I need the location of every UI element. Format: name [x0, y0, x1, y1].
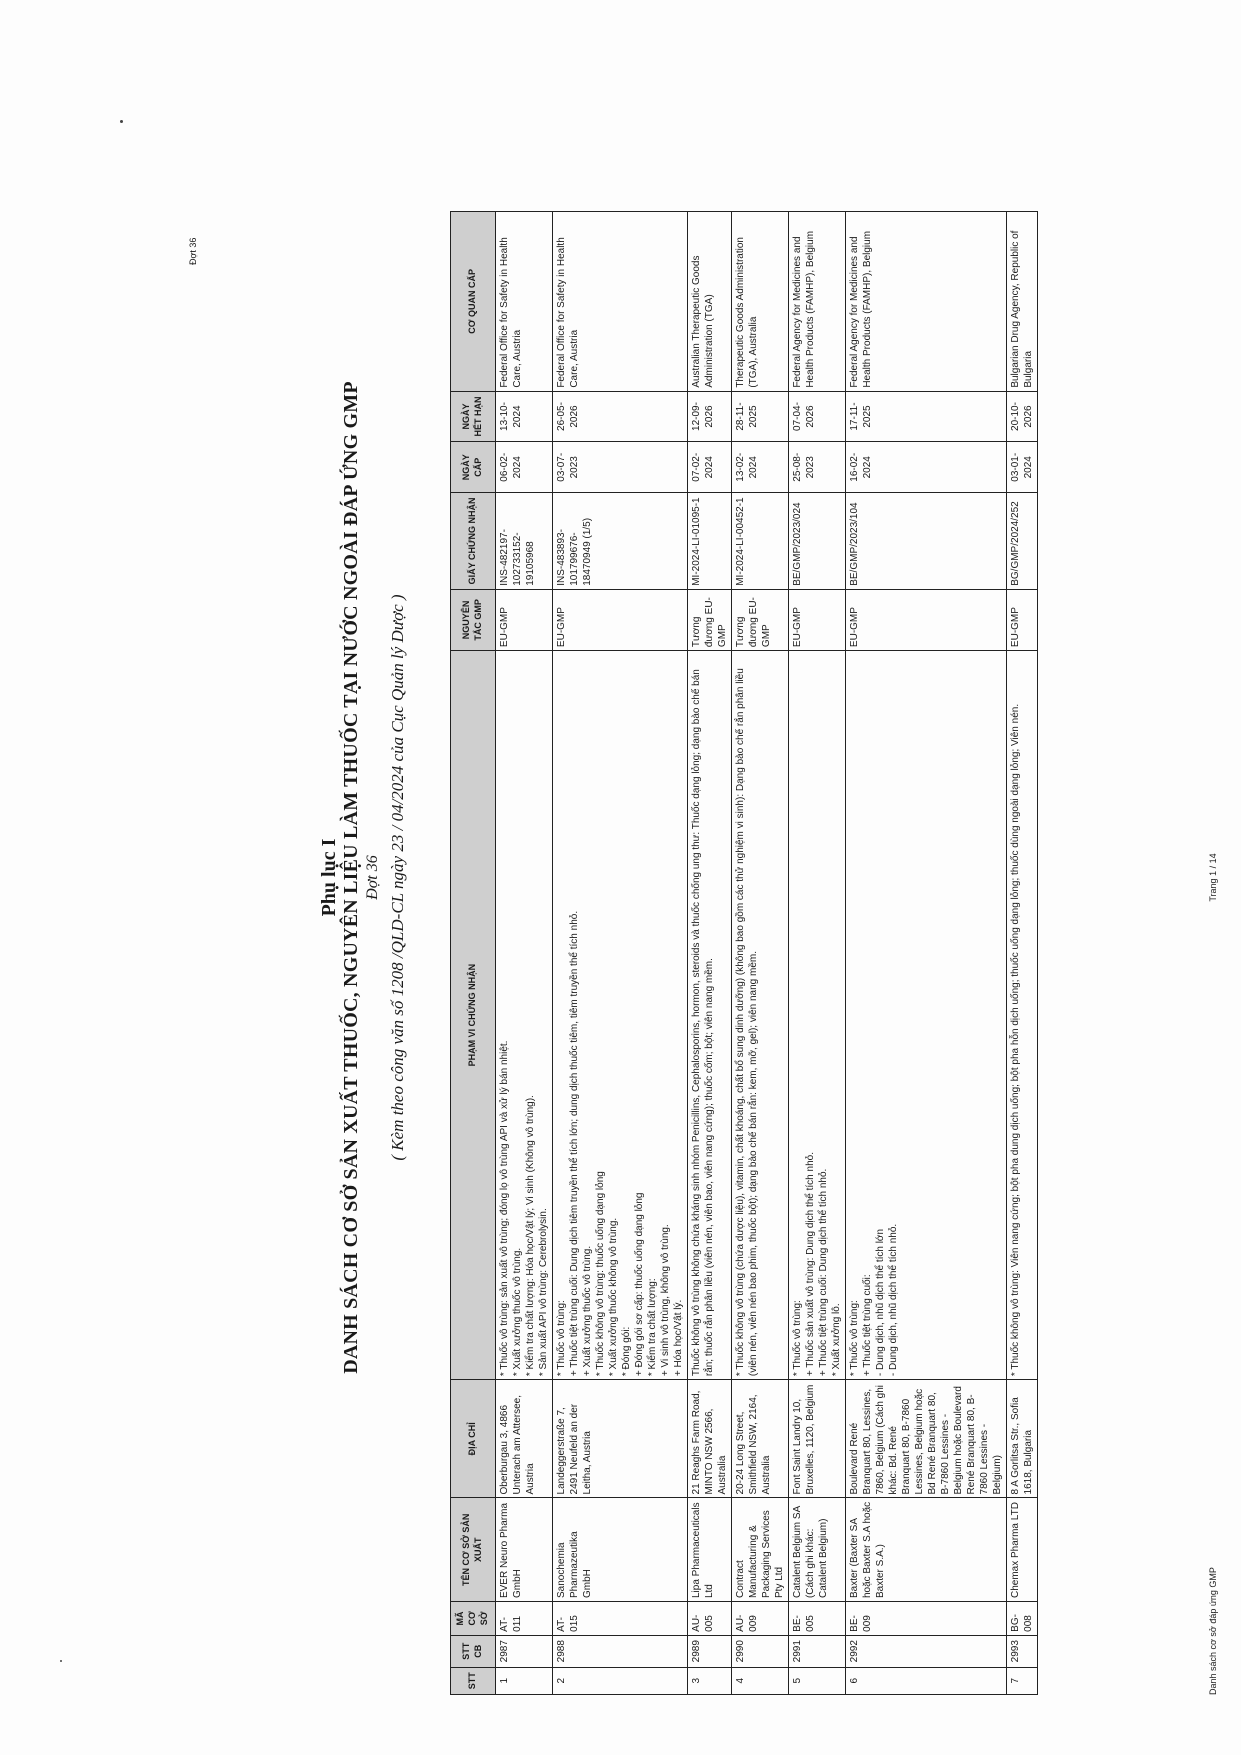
cell-address: 21 Reaghs Farm Road, MINTO NSW 2566, Australia: [688, 1380, 732, 1498]
cell-gmp: Tương đương EU-GMP: [732, 589, 789, 650]
scope-line: + Thuốc tiệt trùng cuối:: [862, 1274, 873, 1377]
cell-expiry: 26-05-2026: [553, 391, 688, 442]
scope-line: + Xuất xưởng thuốc vô trùng.: [582, 1245, 593, 1377]
cell-issued: 16-02-2024: [846, 442, 1007, 493]
cell-name: Lipa Pharmaceuticals Ltd: [688, 1498, 732, 1602]
cell-cert: INS-482197-102733152-19105968: [496, 493, 553, 590]
cell-address: Font Saint Landry 10, Bruxelles, 1120, Belgium: [789, 1380, 846, 1498]
cell-stt: 4: [732, 1667, 789, 1694]
column-header: STT CB: [451, 1635, 496, 1667]
table-row: [846, 212, 1007, 1695]
cell-gmp: EU-GMP: [789, 589, 846, 650]
cell-stt: 2: [553, 1667, 688, 1694]
table-row: [553, 212, 688, 1695]
column-header: STT: [451, 1667, 496, 1694]
cell-code: BG-008: [1007, 1602, 1038, 1636]
column-header: PHẠM VI CHỨNG NHẬN: [451, 651, 496, 1380]
cell-name: Catalent Belgium SA (Cách ghi khác: Catalent Belgium): [789, 1498, 846, 1602]
cell-stt-cb: 2990: [732, 1635, 789, 1667]
cell-stt-cb: 2987: [496, 1635, 553, 1667]
table-body: [496, 212, 1038, 1695]
cell-stt: 7: [1007, 1667, 1038, 1694]
scope-line: * Sản xuất API vô trùng: Cerebrolysin.: [538, 1208, 549, 1377]
cell-expiry: 12-09-2026: [688, 391, 732, 442]
scope-line: * Kiểm tra chất lượng: Hóa học/Vật lý; Vi sinh (Không vô trùng).: [525, 1095, 536, 1377]
scope-line: * Đóng gói:: [621, 1326, 632, 1377]
scope-line: * Kiểm tra chất lượng:: [647, 1278, 658, 1377]
cell-scope: [496, 651, 553, 1380]
scope-line: * Thuốc vô trùng:: [556, 1300, 567, 1377]
cell-address: Boulevard René Branquart 80, Lessines, 7860, Belgium (Cách ghi khác: Bd. René Branquart 80, B-7860 Lessines, Belgium hoặc Bd René Branquart 80, B-7860 Lessines - Belgium hoặc Boulevard René Branquart 80, B-7860 Lessines - Belgium): [846, 1380, 1007, 1498]
reference-line: ( Kèm theo công văn số 1208 /QLD-CL ngày 23 / 04/2024 của Cục Quản lý Dược ): [388, 594, 407, 1161]
column-header: NGÀY CẤP: [451, 442, 496, 493]
column-header: MÃ CƠ SỞ: [451, 1602, 496, 1636]
cell-cert: MI-2024-LI-01095-1: [688, 493, 732, 590]
cell-authority: Federal Office for Safety in Health Care, Austria: [553, 212, 688, 392]
cell-gmp: EU-GMP: [846, 589, 1007, 650]
table-row: [1007, 212, 1038, 1695]
cell-gmp: EU-GMP: [496, 589, 553, 650]
cell-authority: Federal Office for Safety in Health Care, Austria: [496, 212, 553, 392]
cell-gmp: EU-GMP: [553, 589, 688, 650]
scope-line: * Thuốc không vô trùng (chứa dược liệu), vitamin, chất khoáng, chất bổ sung dinh dưỡng) (không bao gồm các thử nghiệm vi sinh): Dạng bào chế rắn phân liều (viên nén, viên nén bao phim, thuốc bột); dạng bào chế bán rắn: kem, mỡ, gel); viên nang mềm.: [735, 668, 759, 1377]
cell-cert: BG/GMP/2024/252: [1007, 493, 1038, 590]
scope-line: + Đóng gói sơ cấp: thuốc uống dạng lỏng: [634, 1192, 645, 1377]
cell-stt-cb: 2989: [688, 1635, 732, 1667]
column-header: TÊN CƠ SỞ SẢN XUẤT: [451, 1498, 496, 1602]
scope-line: * Thuốc không vô trùng: Viên nang cứng; bột pha dung dịch uống; bột pha hỗn dịch uống; thuốc uống dạng lỏng; thuốc dùng ngoài dạng lỏng; Viên nén.: [1010, 703, 1021, 1377]
cell-authority: Bulgarian Drug Agency, Republic of Bulgaria: [1007, 212, 1038, 392]
cell-stt-cb: 2991: [789, 1635, 846, 1667]
scope-line: * Xuất xưởng lô.: [831, 1303, 842, 1377]
cell-issued: 13-02-2024: [732, 442, 789, 493]
cell-cert: BE/GMP/2023/024: [789, 493, 846, 590]
cell-expiry: 28-11-2025: [732, 391, 789, 442]
cell-code: AU-009: [732, 1602, 789, 1636]
cell-issued: 25-08-2023: [789, 442, 846, 493]
scope-line: + Thuốc sản xuất vô trùng: Dung dịch thể tích nhỏ.: [805, 1152, 816, 1377]
cell-authority: Federal Agency for Medicines and Health Products (FAMHP), Belgium: [846, 212, 1007, 392]
cell-expiry: 07-04-2026: [789, 391, 846, 442]
cell-scope: [553, 651, 688, 1380]
cell-issued: 03-07-2023: [553, 442, 688, 493]
table-header-row: [451, 212, 496, 1695]
page-number: Trang 1 / 14: [1208, 853, 1218, 902]
cell-expiry: 17-11-2025: [846, 391, 1007, 442]
cell-issued: 07-02-2024: [688, 442, 732, 493]
cell-scope: [789, 651, 846, 1380]
cell-stt-cb: 2993: [1007, 1635, 1038, 1667]
cell-code: AT-015: [553, 1602, 688, 1636]
column-header: ĐỊA CHỈ: [451, 1380, 496, 1498]
cell-authority: Australian Therapeutic Goods Administration (TGA): [688, 212, 732, 392]
cell-scope: [688, 651, 732, 1380]
cell-authority: Federal Agency for Medicines and Health Products (FAMHP), Belgium: [789, 212, 846, 392]
cell-name: Sanochemia Pharmazeutika GmbH: [553, 1498, 688, 1602]
cell-gmp: Tương đương EU-GMP: [688, 589, 732, 650]
document-title: DANH SÁCH CƠ SỞ SẢN XUẤT THUỐC, NGUYÊN LIỆU LÀM THUỐC TẠI NƯỚC NGOÀI ĐÁP ỨNG GMP: [340, 381, 362, 1374]
cell-code: AU-005: [688, 1602, 732, 1636]
column-header: GIẤY CHỨNG NHẬN: [451, 493, 496, 590]
cell-name: Baxter (Baxter SA hoặc Baxter S.A hoặc Baxter S.A.): [846, 1498, 1007, 1602]
cell-stt: 3: [688, 1667, 732, 1694]
footer-batch: Đợt 36: [188, 237, 198, 265]
table-row: [496, 212, 553, 1695]
table-row: [732, 212, 789, 1695]
cell-name: Chemax Pharma LTD: [1007, 1498, 1038, 1602]
cell-code: BE-009: [846, 1602, 1007, 1636]
cell-stt-cb: 2988: [553, 1635, 688, 1667]
cell-authority: Therapeutic Goods Administration (TGA), Australia: [732, 212, 789, 392]
cell-scope: [846, 651, 1007, 1380]
cell-code: BE-005: [789, 1602, 846, 1636]
cell-expiry: 13-10-2024: [496, 391, 553, 442]
cell-scope: [1007, 651, 1038, 1380]
cell-issued: 06-02-2024: [496, 442, 553, 493]
column-header: NGUYÊN TẮC GMP: [451, 589, 496, 650]
cell-stt: 6: [846, 1667, 1007, 1694]
scope-line: - Dung dịch, nhũ dịch thể tích lớn: [875, 1228, 886, 1377]
cell-code: AT-011: [496, 1602, 553, 1636]
cell-cert: BE/GMP/2023/104: [846, 493, 1007, 590]
column-header: CƠ QUAN CẤP: [451, 212, 496, 392]
gmp-table: [450, 211, 1038, 1695]
scope-line: + Hóa học/Vật lý.: [673, 1299, 684, 1377]
column-header: NGÀY HẾT HẠN: [451, 391, 496, 442]
scope-line: * Thuốc vô trùng:: [849, 1300, 860, 1377]
cell-stt: 1: [496, 1667, 553, 1694]
scope-line: * Thuốc không vô trùng: thuốc uống dạng lỏng: [595, 1171, 606, 1377]
cell-address: Landeggerstraße 7, 2491 Neufeld an der Leitha, Austria: [553, 1380, 688, 1498]
scope-line: * Thuốc vô trùng: sản xuất vô trùng; đóng lọ vô trùng API và xử lý bán nhiệt.: [499, 1040, 510, 1377]
scope-line: - Dung dịch, nhũ dịch thể tích nhỏ.: [888, 1223, 899, 1377]
scope-line: * Xuất xưởng thuốc vô trùng.: [512, 1247, 523, 1377]
footer-left: Danh sách cơ sở đáp ứng GMP: [1208, 1567, 1218, 1695]
table-row: [789, 212, 846, 1695]
scope-line: + Thuốc tiệt trùng cuối: Dung dịch thể tích nhỏ.: [818, 1168, 829, 1377]
cell-issued: 03-01-2024: [1007, 442, 1038, 493]
cell-address: 20-24 Long Street, Smithfield NSW, 2164, Australia: [732, 1380, 789, 1498]
cell-address: 8 A Gorlitsa Str., Sofia 1618, Bulgaria: [1007, 1380, 1038, 1498]
table-row: [688, 212, 732, 1695]
cell-gmp: EU-GMP: [1007, 589, 1038, 650]
scope-line: + Vi sinh vô trùng, không vô trùng.: [660, 1224, 671, 1377]
cell-name: Contract Manufacturing & Packaging Services Pty Ltd: [732, 1498, 789, 1602]
scope-line: * Xuất xưởng thuốc không vô trùng.: [608, 1217, 619, 1377]
cell-address: Oberburgau 3, 4866 Unterach am Attersee, Austria: [496, 1380, 553, 1498]
batch-label: Đợt 36: [364, 855, 381, 900]
cell-stt: 5: [789, 1667, 846, 1694]
cell-expiry: 20-10-2026: [1007, 391, 1038, 442]
cell-name: EVER Neuro Pharma GmbH: [496, 1498, 553, 1602]
scope-line: Thuốc không vô trùng không chứa kháng sinh nhóm Penicillins, Cephalosporins, hormon, steroids và thuốc chống ung thư: Thuốc dạng lỏng; dạng bào chế bán rắn; thuốc rắn phân liều (viên nén, viên bao, viên nang cứng); thuốc cốm; bột; viên nang mềm.: [691, 669, 715, 1377]
scope-line: + Thuốc tiệt trùng cuối: Dung dịch tiêm truyền thể tích lớn; dung dịch thuốc tiêm, tiêm truyền thể tích nhỏ.: [569, 910, 580, 1377]
cell-stt-cb: 2992: [846, 1635, 1007, 1667]
cell-scope: [732, 651, 789, 1380]
cell-cert: INS-483893-101799676-18470949 (1/5): [553, 493, 688, 590]
cell-cert: MI-2024-LI-00452-1: [732, 493, 789, 590]
scope-line: * Thuốc vô trùng:: [792, 1300, 803, 1377]
appendix-label: Phụ lục I: [318, 838, 340, 917]
